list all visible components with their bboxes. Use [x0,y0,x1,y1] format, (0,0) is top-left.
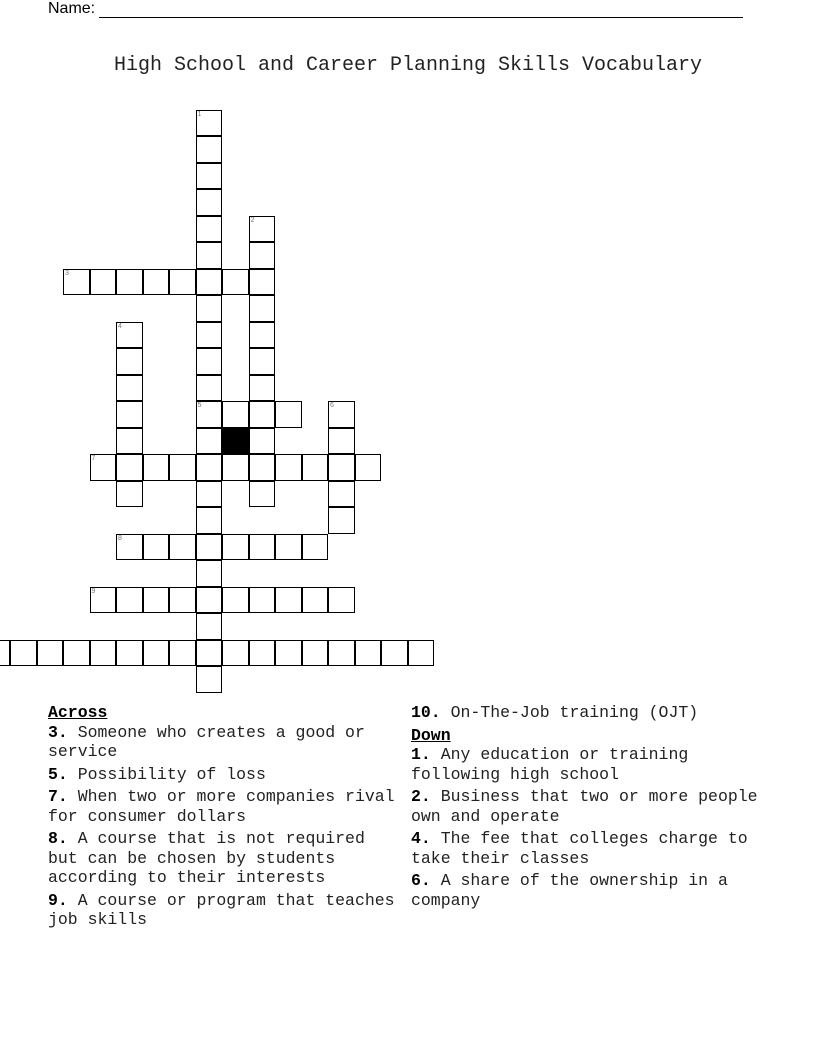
crossword-cell[interactable] [196,348,223,375]
crossword-cell[interactable] [196,322,223,349]
across-clue [48,787,398,826]
across-clue [48,891,398,930]
clue-number: 7 [91,455,96,462]
crossword-cell[interactable] [222,269,249,296]
crossword-cell[interactable] [196,163,223,190]
crossword-cell[interactable] [143,587,170,614]
clue-text: On-The-Job training (OJT) [440,703,699,722]
crossword-cell[interactable] [275,454,302,481]
crossword-cell[interactable] [196,216,223,243]
clue-text: Any education or training following high school [411,745,689,784]
crossword-cell[interactable] [169,587,196,614]
crossword-cell[interactable] [116,401,143,428]
crossword-cell[interactable] [275,640,302,667]
crossword-cell[interactable] [196,587,223,614]
crossword-cell[interactable] [196,454,223,481]
clue-text: Business that two or more people own and operate [411,787,758,826]
crossword-cell[interactable] [116,348,143,375]
crossword-cell[interactable] [196,666,223,693]
crossword-cell[interactable] [275,587,302,614]
crossword-cell[interactable] [116,481,143,508]
crossword-cell[interactable] [328,507,355,534]
crossword-cell[interactable] [196,189,223,216]
crossword-cell[interactable] [169,534,196,561]
clue-number: 4. [411,829,431,848]
clue-number: 10. [411,703,441,722]
crossword-cell[interactable] [302,587,329,614]
crossword-cell[interactable] [249,640,276,667]
crossword-cell[interactable] [328,587,355,614]
crossword-cell[interactable] [275,534,302,561]
across-clue [48,723,398,762]
crossword-cell[interactable] [196,110,223,137]
crossword-cell[interactable] [328,481,355,508]
down-clue [411,787,771,826]
crossword-cell[interactable] [169,640,196,667]
crossword-cell[interactable] [116,428,143,455]
clue-number: 3. [48,722,68,742]
crossword-cell[interactable] [143,454,170,481]
across-clue [48,829,398,888]
crossword-cell[interactable] [116,587,143,614]
crossword-cell[interactable] [249,587,276,614]
crossword-cell[interactable] [116,534,143,561]
crossword-cell[interactable] [408,640,435,667]
clue-text: A share of the ownership in a company [411,871,728,910]
crossword-cell[interactable] [222,587,249,614]
crossword-cell[interactable] [275,401,302,428]
crossword-cell[interactable] [196,428,223,455]
crossword-cell[interactable] [90,269,117,296]
crossword-cell[interactable] [328,640,355,667]
clue-number: 6. [411,871,431,890]
clue-number: 4 [118,322,122,330]
across-heading: Across [48,703,108,722]
crossword-cell[interactable] [143,640,170,667]
down-heading: Down [411,725,451,745]
clue-number: 3 [65,269,69,277]
clue-text: A course or program that teaches job skills [48,890,395,929]
crossword-cell[interactable] [249,401,276,428]
crossword-cell[interactable] [196,295,223,322]
clue-number: 9. [48,890,68,910]
down-clue [411,829,771,868]
crossword-cell[interactable] [116,640,143,667]
crossword-cell[interactable] [328,454,355,481]
crossword-cell[interactable] [249,269,276,296]
clues-left-column [48,703,398,933]
crossword-cell[interactable] [196,136,223,163]
crossword-cell[interactable] [196,401,223,428]
clue-number: 5 [197,402,202,409]
crossword-cell[interactable] [196,269,223,296]
crossword-cell[interactable] [249,295,276,322]
crossword-cell[interactable] [90,640,117,667]
clue-text: Someone who creates a good or service [48,722,365,761]
clues-right-column [411,703,771,913]
crossword-cell[interactable] [196,507,223,534]
crossword-cell[interactable] [90,454,117,481]
crossword-cell[interactable] [116,269,143,296]
crossword-cell[interactable] [37,640,64,667]
crossword-cell[interactable] [222,640,249,667]
across-clue [48,765,398,785]
down-clue [411,745,771,784]
down-clue [411,871,771,910]
name-label: Name: [48,0,96,17]
crossword-cell[interactable] [249,216,276,243]
crossword-cell[interactable] [196,481,223,508]
crossword-cell[interactable] [328,428,355,455]
across-clue [411,703,771,723]
crossword-cell[interactable] [222,401,249,428]
crossword-cell[interactable] [302,454,329,481]
clue-text: A course that is not required but can be chosen by students according to their interests [48,829,365,887]
crossword-cell[interactable] [143,534,170,561]
clue-number: 1 [197,110,202,118]
crossword-cell[interactable] [116,454,143,481]
crossword-cell[interactable] [355,454,382,481]
crossword-cell[interactable] [196,534,223,561]
clue-text: When two or more companies rival for consumer dollars [48,787,395,826]
crossword-cell[interactable] [249,242,276,269]
clue-text: The fee that colleges charge to take their classes [411,829,748,868]
crossword-cell[interactable] [249,454,276,481]
clue-number: 1. [411,745,431,764]
crossword-cell[interactable] [143,269,170,296]
crossword-cell[interactable] [355,640,382,667]
crossword-cell[interactable] [249,375,276,402]
clue-number: 2. [411,787,431,806]
crossword-cell[interactable] [249,534,276,561]
crossword-cell[interactable] [302,640,329,667]
clue-number: 5. [48,764,68,784]
page-title: High School and Career Planning Skills Vocabulary [113,54,703,77]
crossword-cell[interactable] [381,640,408,667]
crossword-cell[interactable] [249,481,276,508]
crossword-cell[interactable] [0,640,10,667]
down-clue-list [411,745,771,910]
clue-text: Possibility of loss [67,764,266,784]
crossword-cell[interactable] [302,534,329,561]
crossword-cell[interactable] [10,640,37,667]
clue-number: 8. [48,829,68,848]
crossword-cell[interactable] [249,348,276,375]
crossword-cell[interactable] [196,560,223,587]
clue-number: 9 [91,587,96,595]
crossword-cell[interactable] [196,375,223,402]
crossword-cell[interactable] [249,322,276,349]
crossword-cell[interactable] [169,454,196,481]
crossword-cell[interactable] [196,613,223,640]
crossword-cell[interactable] [196,640,223,667]
clue-number: 2 [250,216,255,224]
clue-number: 7. [48,787,68,806]
crossword-cell[interactable] [116,375,143,402]
clue-number: 8 [118,534,122,542]
across-clue-list-continued [411,703,771,723]
crossword-cell[interactable] [196,242,223,269]
crossword-cell[interactable] [90,587,117,614]
clue-number: 6 [330,402,334,409]
crossword-cell[interactable] [169,269,196,296]
crossword-cell[interactable] [328,401,355,428]
crossword-cell[interactable] [222,534,249,561]
crossword-cell[interactable] [222,454,249,481]
across-clue-list [48,723,398,930]
crossword-cell[interactable] [63,640,90,667]
crossword-cell[interactable] [249,428,276,455]
black-square [222,428,249,455]
crossword-cell[interactable] [116,322,143,349]
crossword-cell[interactable] [63,269,90,296]
